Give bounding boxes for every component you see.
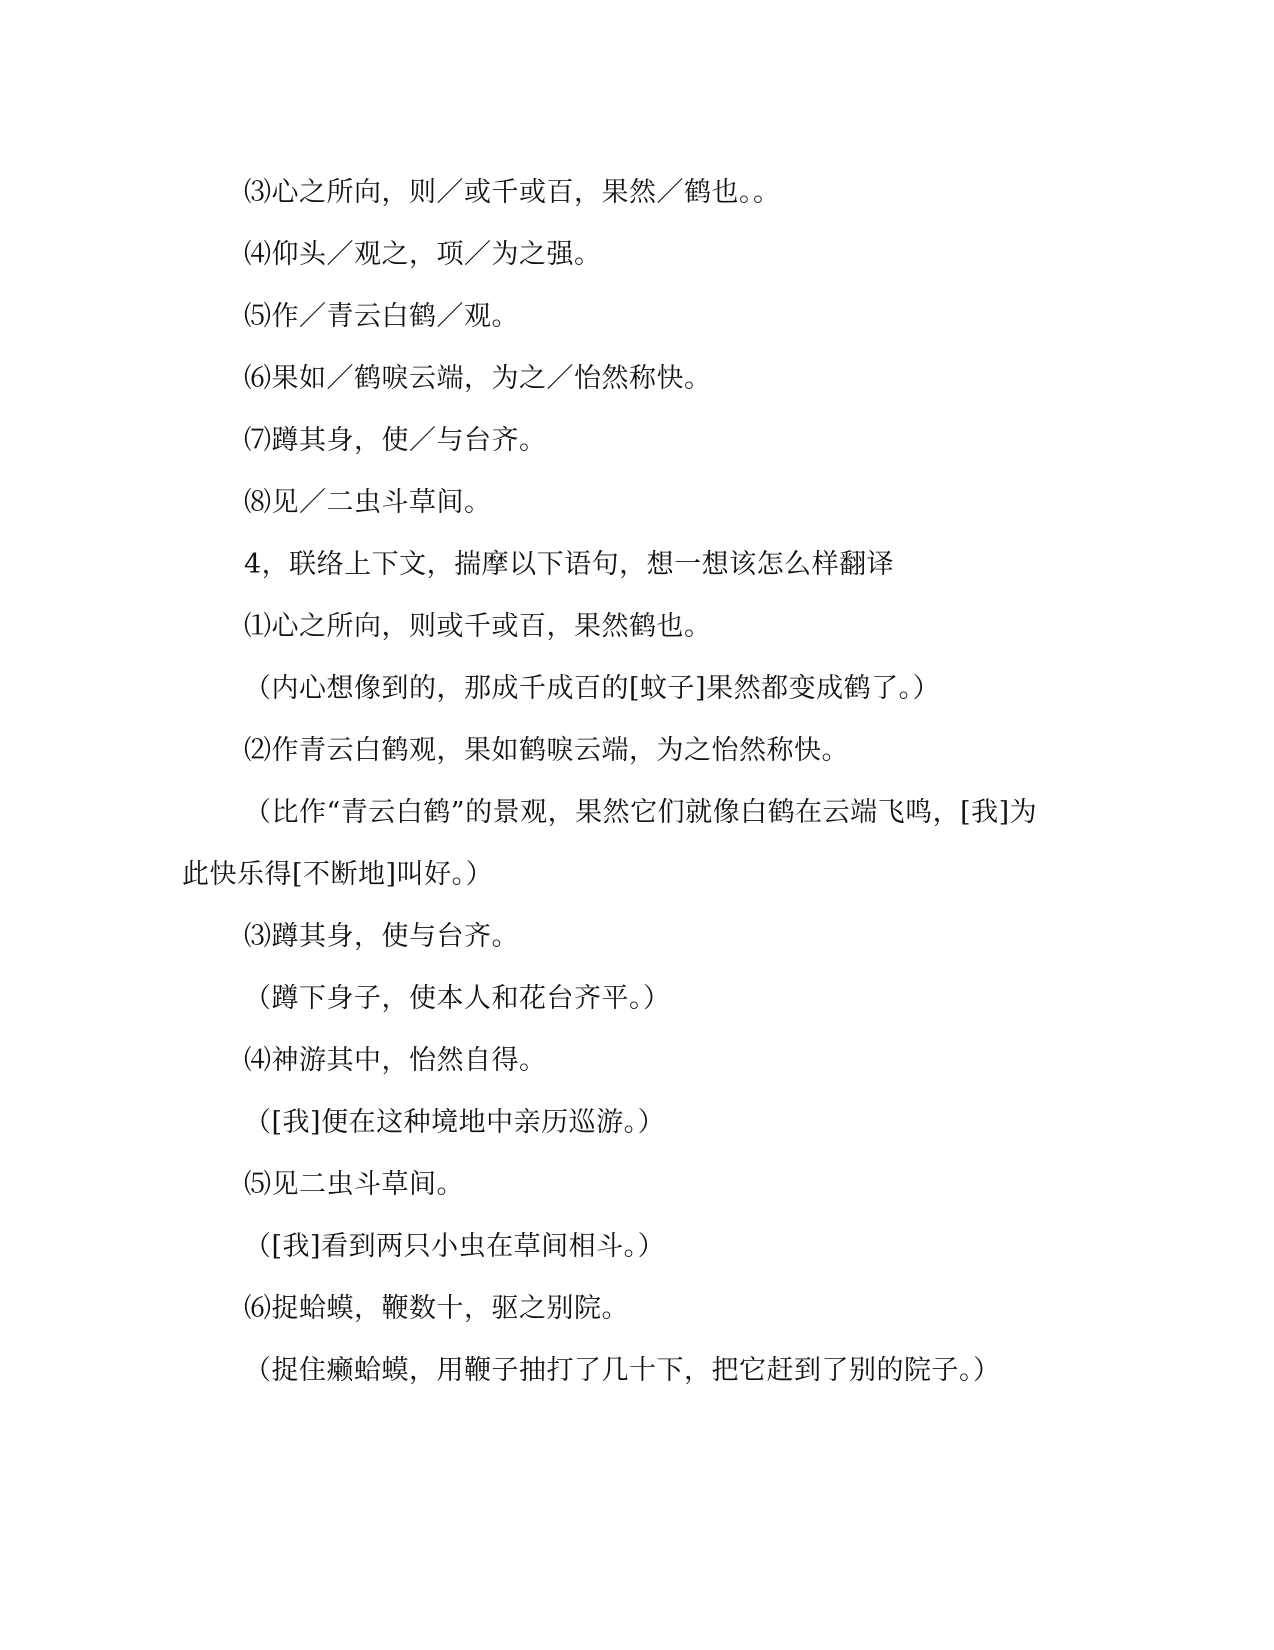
text-line: （比作“青云白鹤”的景观，果然它们就像白鹤在云端飞鸣，[我]为: [244, 797, 1038, 828]
text-line: ⑷仰头／观之，项／为之强。: [244, 239, 602, 270]
text-line: ⑴心之所向，则或千或百，果然鹤也。: [244, 611, 712, 642]
text-line: （内心想像到的，那成千成百的[蚊子]果然都变成鹤了。）: [244, 673, 941, 704]
text-line: ⑸作／青云白鹤／观。: [244, 301, 519, 332]
text-line: （捉住癞蛤蟆，用鞭子抽打了几十下，把它赶到了别的院子。）: [244, 1355, 1001, 1386]
text-line: ⑶蹲其身，使与台齐。: [244, 921, 519, 952]
document-body: [182, 162, 1082, 1402]
text-line: ⑵作青云白鹤观，果如鹤唳云端，为之怡然称快。: [244, 735, 849, 766]
text-line: （[我]看到两只小虫在草间相斗。）: [244, 1231, 666, 1262]
text-line: ⑹果如／鹤唳云端，为之／怡然称快。: [244, 363, 712, 394]
text-line: 此快乐得[不断地]叫好。）: [182, 859, 494, 890]
text-line: （[我]便在这种境地中亲历巡游。）: [244, 1107, 666, 1138]
text-line: ⑶心之所向，则／或千或百，果然／鹤也。。: [244, 177, 781, 208]
text-line: 4，联络上下文，揣摩以下语句，想一想该怎么样翻译: [244, 549, 895, 580]
text-line: （蹲下身子，使本人和花台齐平。）: [244, 983, 671, 1014]
text-line: ⑻见／二虫斗草间。: [244, 487, 492, 518]
text-line: ⑸见二虫斗草间。: [244, 1169, 464, 1200]
text-line: ⑹捉蛤蟆，鞭数十，驱之别院。: [244, 1293, 629, 1324]
text-line: ⑷神游其中，怡然自得。: [244, 1045, 547, 1076]
text-line: ⑺蹲其身，使／与台齐。: [244, 425, 547, 456]
